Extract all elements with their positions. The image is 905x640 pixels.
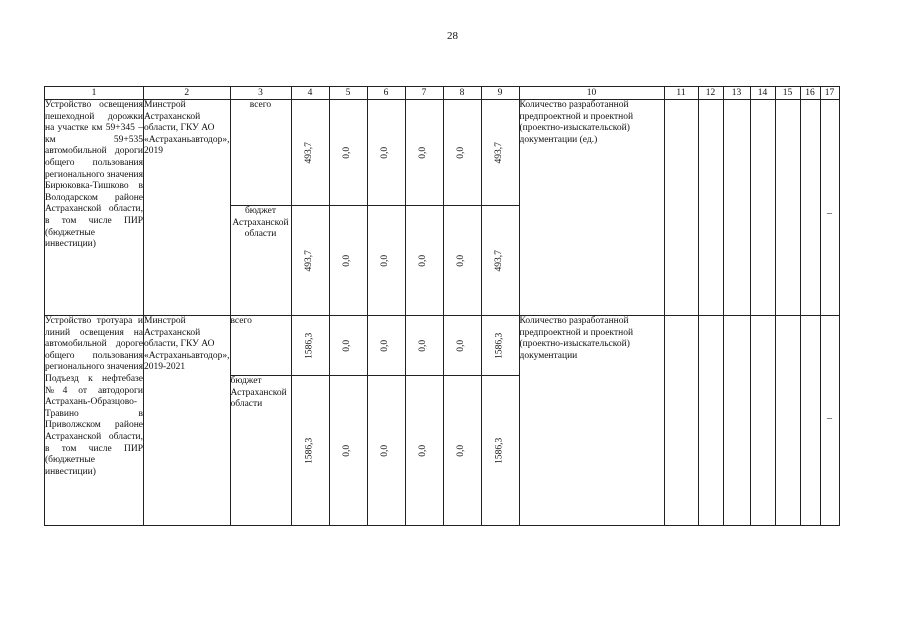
value-cell xyxy=(291,206,329,316)
funding-source: бюджет Астраханской области xyxy=(230,206,291,316)
value-cell xyxy=(329,100,367,206)
value-cell xyxy=(443,376,481,526)
empty-cell xyxy=(775,316,800,526)
value-cell xyxy=(367,100,405,206)
value-cell xyxy=(443,100,481,206)
value-cell xyxy=(367,206,405,316)
value-cell xyxy=(481,316,519,376)
dash-text: – xyxy=(827,413,832,424)
value-text: 0,0 xyxy=(456,254,467,267)
value-text: 493,7 xyxy=(304,141,315,164)
header-cell: 14 xyxy=(750,87,775,100)
value-cell xyxy=(329,376,367,526)
value-text: 0,0 xyxy=(342,444,353,457)
value-text: 0,0 xyxy=(380,444,391,457)
empty-cell xyxy=(800,100,820,316)
measure-description: Устройство тротуара и линий освещения на автомобильной дороге общего пользования регионального значения Подъезд к нефтебазе №4 от автодороги Астрахань-Образцово-Травино в Приволжском районе Астраханской области, в том числе ПИР (бюджетные инвестиции) xyxy=(45,316,144,526)
header-cell: 8 xyxy=(443,87,481,100)
header-cell: 6 xyxy=(367,87,405,100)
value-cell xyxy=(405,100,443,206)
empty-cell xyxy=(664,316,698,526)
value-cell xyxy=(481,206,519,316)
empty-cell xyxy=(750,100,775,316)
empty-cell xyxy=(723,316,750,526)
value-text: 1586,3 xyxy=(304,332,315,359)
value-cell xyxy=(481,100,519,206)
header-cell: 9 xyxy=(481,87,519,100)
dash-text: – xyxy=(827,208,832,219)
value-cell xyxy=(367,376,405,526)
value-text: 0,0 xyxy=(456,146,467,159)
header-cell: 1 xyxy=(45,87,144,100)
value-cell xyxy=(481,376,519,526)
result-indicator: Количество разработанной предпроектной и проектной (проектно-изыскательской) документации xyxy=(519,316,664,526)
value-cell xyxy=(291,100,329,206)
value-text: 0,0 xyxy=(342,254,353,267)
value-text: 0,0 xyxy=(456,339,467,352)
table-row xyxy=(45,316,840,376)
header-cell: 12 xyxy=(698,87,723,100)
empty-cell xyxy=(723,100,750,316)
header-cell: 7 xyxy=(405,87,443,100)
empty-cell xyxy=(800,316,820,526)
value-text: 0,0 xyxy=(380,254,391,267)
value-text: 493,7 xyxy=(494,141,505,164)
value-cell xyxy=(329,206,367,316)
header-cell: 11 xyxy=(664,87,698,100)
responsible-executor: Минстрой Астраханской области, ГКУ АО «Астраханьавтодор», 2019-2021 xyxy=(144,316,231,526)
value-text: 0,0 xyxy=(418,339,429,352)
header-cell: 5 xyxy=(329,87,367,100)
empty-cell xyxy=(698,100,723,316)
value-cell xyxy=(405,376,443,526)
value-text: 0,0 xyxy=(418,254,429,267)
value-cell xyxy=(405,316,443,376)
value-cell xyxy=(367,316,405,376)
result-indicator: Количество разработанной предпроектной и проектной (проектно-изыскательской) документации (ед.) xyxy=(519,100,664,316)
header-cell: 16 xyxy=(800,87,820,100)
value-text: 0,0 xyxy=(418,146,429,159)
funding-source: бюджет Астраханской области xyxy=(230,376,291,526)
value-text: 0,0 xyxy=(380,339,391,352)
page-number: 28 xyxy=(447,30,458,42)
header-cell: 15 xyxy=(775,87,800,100)
header-cell: 3 xyxy=(230,87,291,100)
value-cell xyxy=(291,376,329,526)
value-cell xyxy=(443,316,481,376)
value-text: 0,0 xyxy=(456,444,467,457)
funding-source: всего xyxy=(230,100,291,206)
dash-cell xyxy=(820,316,839,526)
value-cell xyxy=(405,206,443,316)
header-row xyxy=(45,87,840,100)
value-text: 0,0 xyxy=(342,339,353,352)
header-cell: 10 xyxy=(519,87,664,100)
value-text: 0,0 xyxy=(342,146,353,159)
empty-cell xyxy=(664,100,698,316)
header-cell: 4 xyxy=(291,87,329,100)
empty-cell xyxy=(750,316,775,526)
measure-description: Устройство освещения пешеходной дорожки на участке км 59+345 – км 59+535 автомобильной дороги общего пользования регионального значения Бирюковка-Тишково в Володарском районе Астраханской области, в том числе ПИР (бюджетные инвестиции) xyxy=(45,100,144,316)
empty-cell xyxy=(775,100,800,316)
header-cell: 17 xyxy=(820,87,839,100)
value-cell xyxy=(329,316,367,376)
value-text: 493,7 xyxy=(304,249,315,272)
empty-cell xyxy=(698,316,723,526)
value-text: 493,7 xyxy=(494,249,505,272)
value-cell xyxy=(443,206,481,316)
dash-cell xyxy=(820,100,839,316)
value-cell xyxy=(291,316,329,376)
value-text: 1586,3 xyxy=(304,437,315,464)
value-text: 0,0 xyxy=(418,444,429,457)
header-cell: 13 xyxy=(723,87,750,100)
value-text: 0,0 xyxy=(380,146,391,159)
table-row xyxy=(45,100,840,206)
funding-source: всего xyxy=(230,316,291,376)
program-table xyxy=(44,86,840,526)
value-text: 1586,3 xyxy=(494,437,505,464)
value-text: 1586,3 xyxy=(494,332,505,359)
responsible-executor: Минстрой Астраханской области, ГКУ АО «Астраханьавтодор», 2019 xyxy=(144,100,231,316)
header-cell: 2 xyxy=(144,87,231,100)
